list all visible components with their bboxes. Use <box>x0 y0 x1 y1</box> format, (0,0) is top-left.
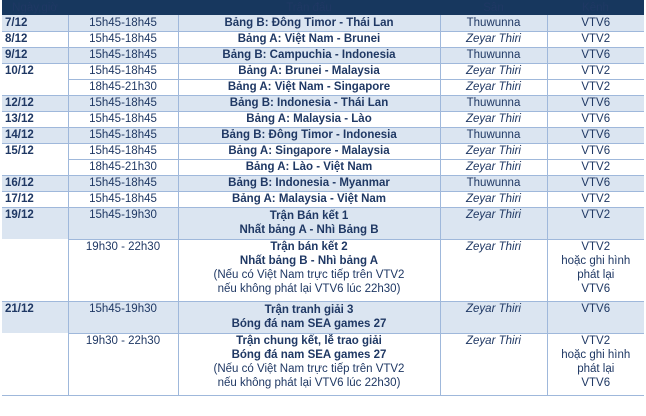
channel-cell: VTV6 <box>547 47 644 63</box>
match-note-2: nếu không phát lại VTV6 lúc 22h30) <box>217 376 401 389</box>
header-date: Ngày,giờ <box>2 0 68 15</box>
venue-cell: Zeyar Thiri <box>440 111 547 127</box>
channel-cell <box>547 239 644 301</box>
channel-line-2: hoặc ghi hình <box>561 254 631 267</box>
match-cell: Bảng A: Lào - Việt Nam <box>178 159 440 175</box>
match-note-2: nếu không phát lại VTV6 lúc 22h30) <box>217 282 401 295</box>
table-row <box>2 175 644 191</box>
date-cell <box>2 79 68 95</box>
match-cell: Bảng B: Indonesia - Thái Lan <box>178 95 440 111</box>
header-time <box>68 0 178 15</box>
match-cell: Bảng B: Indonesia - Myanmar <box>178 175 440 191</box>
time-cell: 15h45-18h45 <box>68 95 178 111</box>
time-cell: 15h45-18h45 <box>68 111 178 127</box>
date-cell <box>2 333 68 395</box>
channel-cell: VTV2 <box>547 159 644 175</box>
match-cell: Bảng B: Campuchia - Indonesia <box>178 47 440 63</box>
time-cell: 19h30 - 22h30 <box>68 333 178 395</box>
time-cell: 15h45-18h45 <box>68 143 178 159</box>
time-cell: 15h45-18h45 <box>68 191 178 207</box>
channel-cell: VTV2 <box>547 63 644 79</box>
table-row-semifinal-2 <box>2 239 644 301</box>
match-note-1: (Nếu có Việt Nam trực tiếp trên VTV2 <box>213 362 405 375</box>
channel-cell: VTV6 <box>547 15 644 31</box>
table-row <box>2 127 644 143</box>
match-note-1: (Nếu có Việt Nam trực tiếp trên VTV2 <box>213 268 405 281</box>
venue-cell: Zeyar Thiri <box>440 301 547 333</box>
table-row-final <box>2 333 644 395</box>
match-cell: Bảng A: Brunei - Malaysia <box>178 63 440 79</box>
time-cell: 15h45-18h45 <box>68 15 178 31</box>
channel-line-1: VTV2 <box>581 334 611 347</box>
match-cell <box>178 301 440 333</box>
match-teams: Bóng đá nam SEA games 27 <box>231 348 387 361</box>
match-cell <box>178 333 440 395</box>
header-row <box>2 0 644 15</box>
match-cell: Bảng A: Việt Nam - Singapore <box>178 79 440 95</box>
channel-line-3: phát lại <box>577 362 615 375</box>
channel-cell: VTV6 <box>547 175 644 191</box>
channel-cell: VTV2 <box>547 191 644 207</box>
time-cell: 15h45-18h45 <box>68 47 178 63</box>
date-cell: 9/12 <box>2 47 68 63</box>
venue-cell: Zeyar Thiri <box>440 63 547 79</box>
table-row <box>2 63 644 79</box>
venue-cell: Zeyar Thiri <box>440 333 547 395</box>
table-row <box>2 111 644 127</box>
match-cell: Bảng A: Malaysia - Lào <box>178 111 440 127</box>
venue-cell: Thuwunna <box>440 95 547 111</box>
date-cell <box>2 239 68 301</box>
time-cell: 18h45-21h30 <box>68 79 178 95</box>
date-cell: 13/12 <box>2 111 68 127</box>
time-cell: 15h45-18h45 <box>68 31 178 47</box>
table-row <box>2 15 644 31</box>
venue-cell: Thuwunna <box>440 127 547 143</box>
channel-line-4: VTV6 <box>581 282 611 295</box>
match-cell <box>178 239 440 301</box>
match-teams: Nhất bảng B - Nhì bảng A <box>239 254 379 267</box>
schedule-table <box>2 0 644 396</box>
match-cell: Bảng A: Malaysia - Việt Nam <box>178 191 440 207</box>
time-cell: 15h45-19h30 <box>68 207 178 239</box>
date-cell: 7/12 <box>2 15 68 31</box>
channel-line-1: VTV2 <box>581 240 611 253</box>
date-cell: 19/12 <box>2 207 68 239</box>
channel-cell: VTV6 <box>547 301 644 333</box>
table-row <box>2 47 644 63</box>
match-cell: Bảng A: Việt Nam - Brunei <box>178 31 440 47</box>
table-row <box>2 191 644 207</box>
venue-cell: Thuwunna <box>440 47 547 63</box>
header-venue: Sân <box>440 0 547 15</box>
date-cell <box>2 159 68 175</box>
match-teams: Nhất bảng A - Nhì Bảng B <box>239 224 379 236</box>
table-row-semifinal-1 <box>2 207 644 239</box>
table-row <box>2 143 644 159</box>
venue-cell: Zeyar Thiri <box>440 239 547 301</box>
venue-cell: Zeyar Thiri <box>440 159 547 175</box>
header-channel: Kênh <box>547 0 644 15</box>
venue-cell: Zeyar Thiri <box>440 79 547 95</box>
channel-cell: VTV6 <box>547 143 644 159</box>
venue-cell: Zeyar Thiri <box>440 191 547 207</box>
match-cell: Bảng A: Singapore - Malaysia <box>178 143 440 159</box>
channel-cell <box>547 333 644 395</box>
channel-line-2: hoặc ghi hình <box>561 348 631 361</box>
time-cell: 15h45-18h45 <box>68 63 178 79</box>
time-cell: 15h45-19h30 <box>68 301 178 333</box>
match-cell: Bảng B: Đông Timor - Indonesia <box>178 127 440 143</box>
time-cell: 19h30 - 22h30 <box>68 239 178 301</box>
channel-cell: VTV2 <box>547 207 644 239</box>
channel-cell: VTV2 <box>547 79 644 95</box>
date-cell: 12/12 <box>2 95 68 111</box>
date-cell: 16/12 <box>2 175 68 191</box>
date-cell: 15/12 <box>5 145 34 158</box>
table-row-third-place <box>2 301 644 333</box>
match-title: Trận tranh giải 3 <box>264 304 354 316</box>
date-cell: 21/12 <box>2 301 68 333</box>
date-cell: 17/12 <box>2 191 68 207</box>
table-row <box>2 95 644 111</box>
venue-cell: Thuwunna <box>440 175 547 191</box>
channel-cell: VTV6 <box>547 111 644 127</box>
channel-cell: VTV6 <box>547 127 644 143</box>
time-cell: 15h45-18h45 <box>68 127 178 143</box>
channel-cell: VTV6 <box>547 95 644 111</box>
channel-cell: VTV2 <box>547 31 644 47</box>
date-cell: 10/12 <box>5 65 34 78</box>
match-cell <box>178 207 440 239</box>
date-cell: 14/12 <box>2 127 68 143</box>
table-row <box>2 79 644 95</box>
match-title: Trận Bán kết 1 <box>269 210 349 222</box>
channel-line-3: phát lại <box>577 268 615 281</box>
venue-cell: Thuwunna <box>440 15 547 31</box>
header-match: Trận đấu <box>178 0 440 15</box>
time-cell: 18h45-21h30 <box>68 159 178 175</box>
time-cell: 15h45-18h45 <box>68 175 178 191</box>
channel-line-4: VTV6 <box>581 376 611 389</box>
match-cell: Bảng B: Đông Timor - Thái Lan <box>178 15 440 31</box>
venue-cell: Zeyar Thiri <box>440 31 547 47</box>
match-teams: Bóng đá nam SEA games 27 <box>231 318 387 330</box>
date-cell: 8/12 <box>2 31 68 47</box>
venue-cell: Zeyar Thiri <box>440 207 547 239</box>
table-row <box>2 159 644 175</box>
venue-cell: Zeyar Thiri <box>440 143 547 159</box>
match-title: Trận bán kết 2 <box>270 240 348 253</box>
match-title: Trận chung kết, lễ trao giải <box>236 334 382 347</box>
table-row <box>2 31 644 47</box>
